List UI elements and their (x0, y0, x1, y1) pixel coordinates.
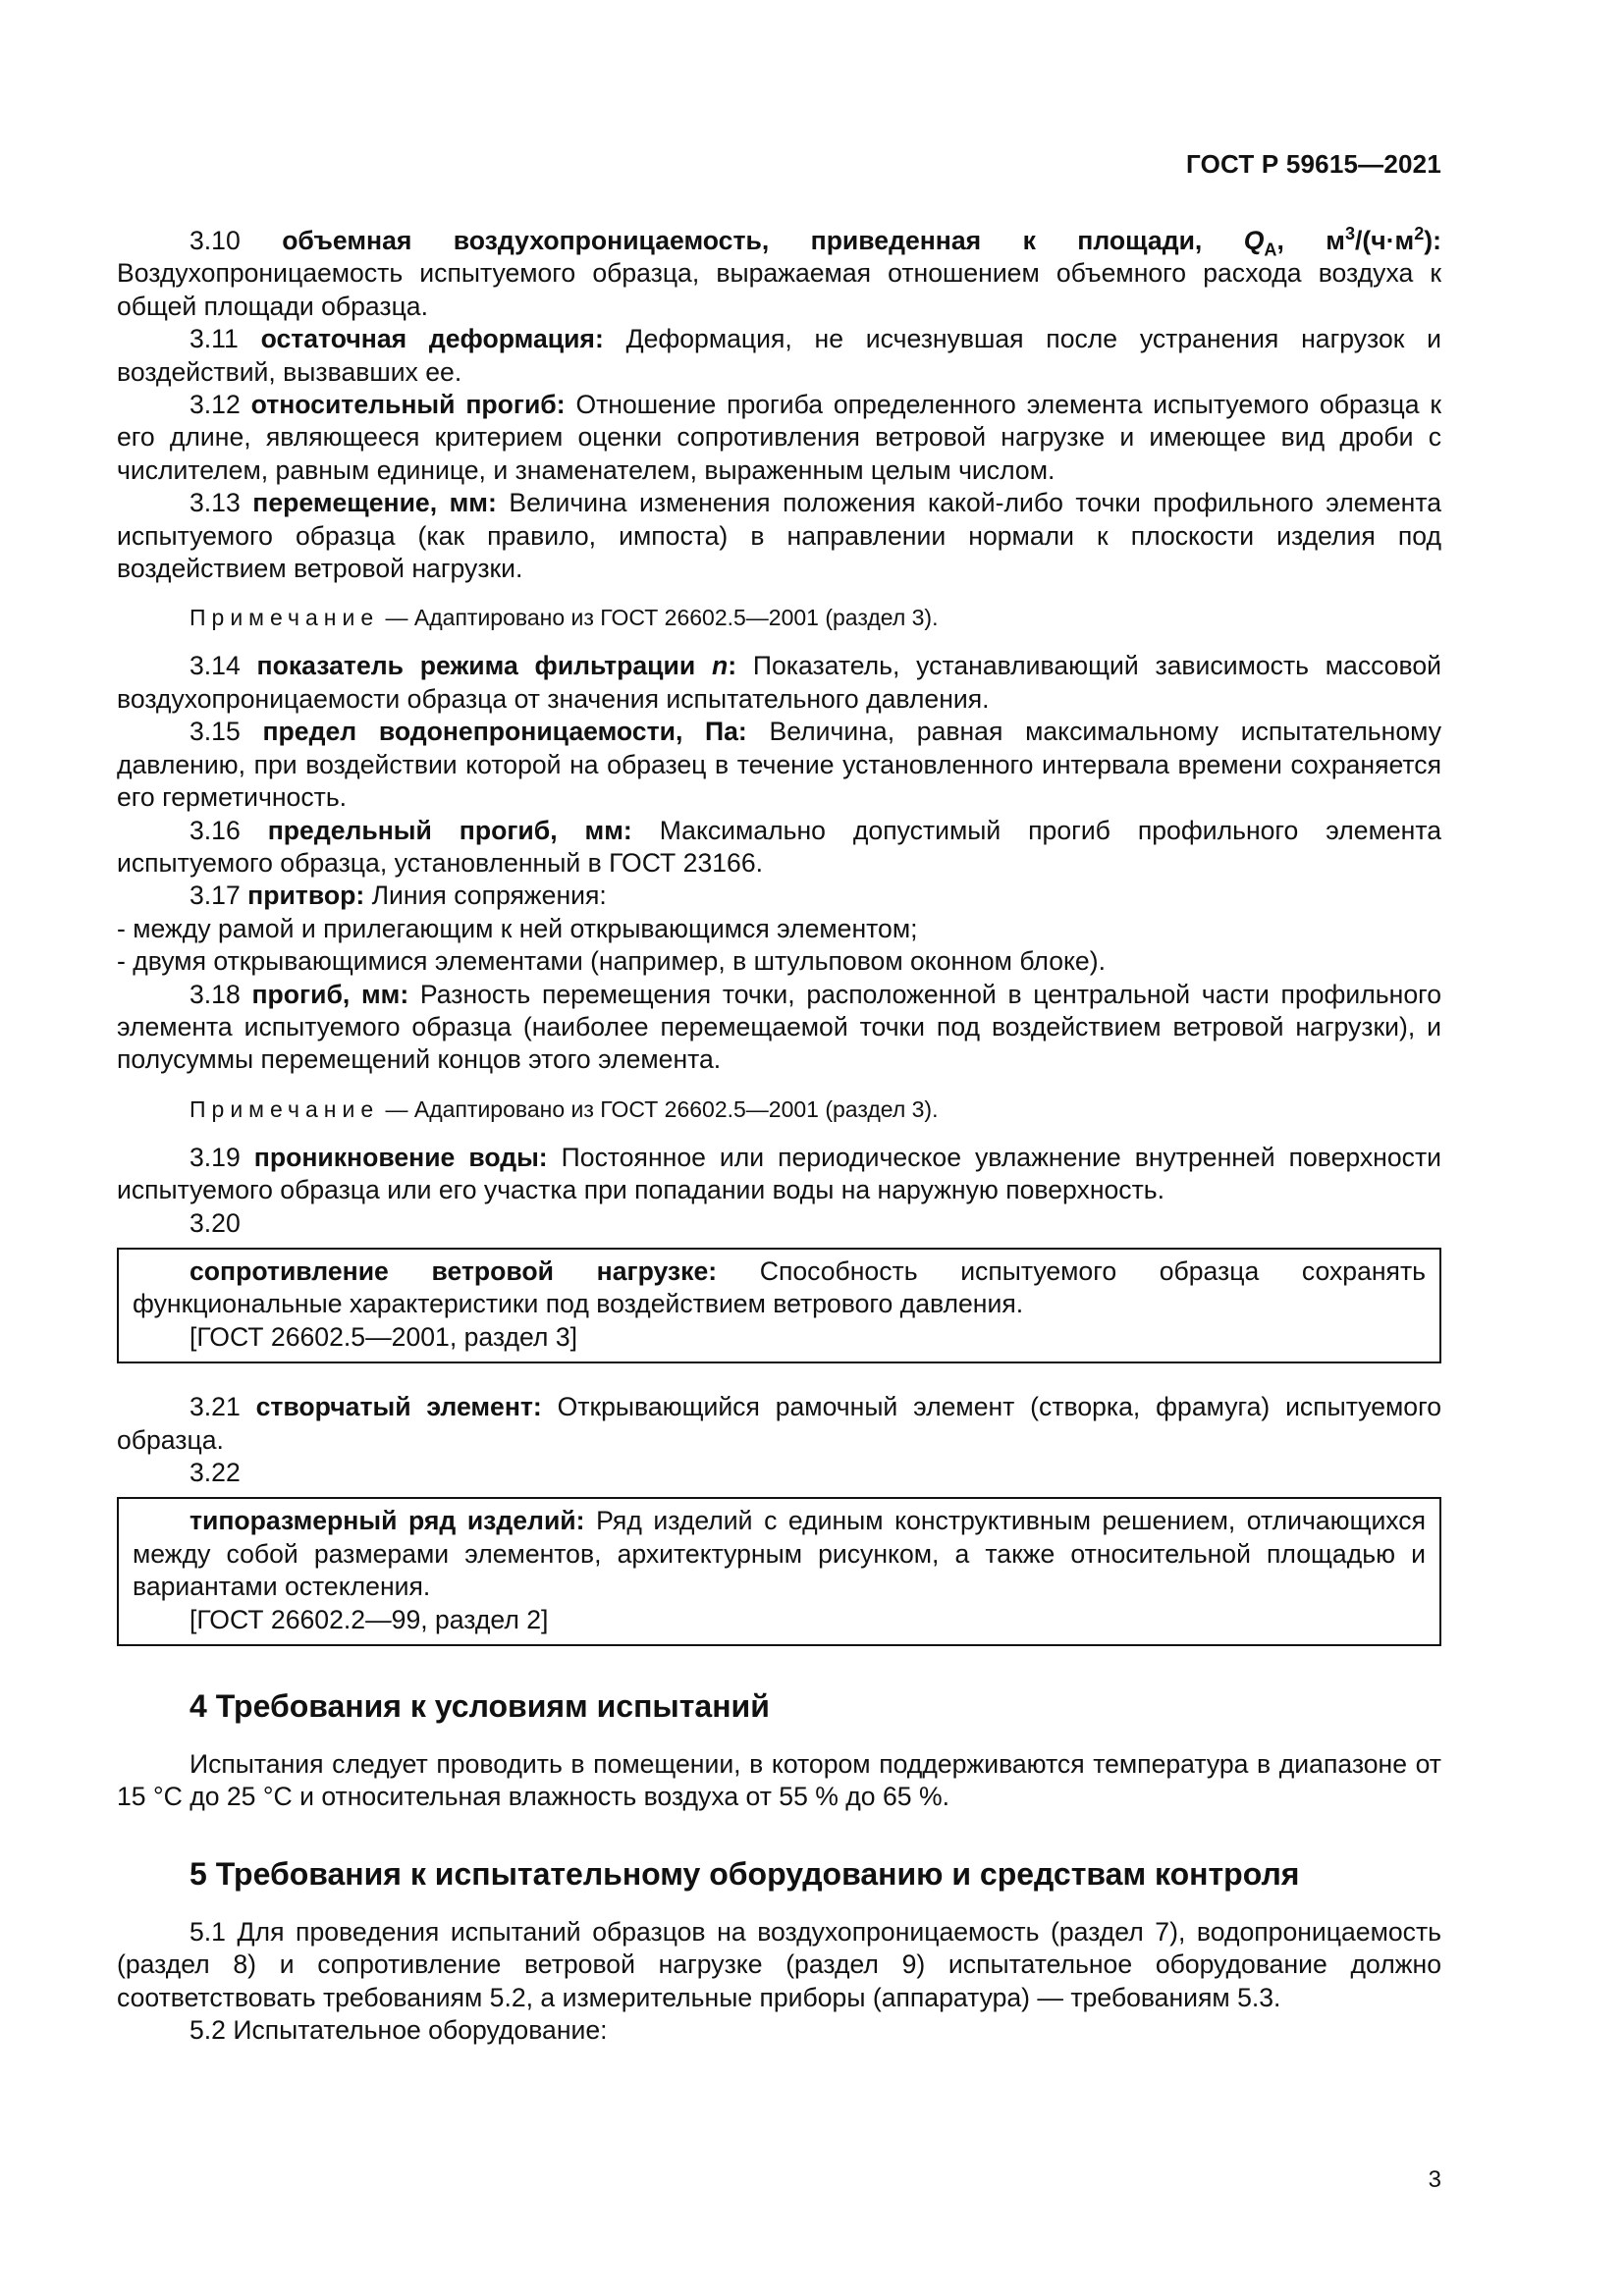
page-number: 3 (1428, 2166, 1441, 2193)
clause-3-12 (117, 389, 1441, 487)
clause-3-19 (117, 1142, 1441, 1207)
clause-3-22-number: 3.22 (189, 1458, 241, 1487)
clause-number: 3.17 (189, 881, 241, 911)
clause-3-15 (117, 716, 1441, 814)
clause-number: 3.11 (189, 324, 239, 354)
clause-term: остаточная деформация: (260, 324, 604, 354)
clause-number: 3.10 (189, 226, 241, 255)
clause-text: Способность испытуемого образца сохранять функциональные характеристики под воздействием ветрового давления. (133, 1255, 1426, 1319)
clause-text: Показатель, устанавливающий зависимость массовой воздухопроницаемости образца от значения испытательного давления. (117, 651, 1441, 714)
clause-3-20-number: 3.20 (189, 1207, 241, 1238)
note-2: Примечание — Адаптировано из ГОСТ 26602.5—2001 (раздел 3). (189, 1095, 939, 1122)
section-4-heading: 4 Требования к условиям испытаний (189, 1688, 770, 1725)
clause-number: 3.21 (189, 1392, 241, 1422)
clause-text: Отношение прогиба определенного элемента испытуемого образца к его длине, являющееся критерием оценки сопротивления ветровой нагрузке и имеющее вид дроби с числителем, равным единице, и знаменателем, выраженным целым числом. (117, 390, 1442, 485)
clause-term: прогиб, мм: (251, 979, 409, 1009)
clause-number: 3.14 (189, 651, 241, 681)
clause-3-18 (117, 979, 1441, 1077)
clause-text: Величина, равная максимальному испытательному давлению, при воздействии которой на образец в течение установленного интервала времени сохраняется его герметичность. (117, 717, 1442, 813)
clause-5-1: 5.1 Для проведения испытаний образцов на воздухопроницаемость (раздел 7), водопроницаемость (раздел 8) и сопротивление ветровой нагрузке (раздел 9) испытательное оборудование должно соответствовать требованиям 5.2, а измерительные приборы (аппаратура) — требованиям 5.3. (117, 1916, 1441, 2012)
clause-text: Разность перемещения точки, расположенной в центральной части профильного элемента испытуемого образца (наиболее перемещаемой точки под воздействием ветровой нагрузки), и полусуммы перемещений концов этого элемента. (117, 979, 1442, 1075)
clause-5-2: 5.2 Испытательное оборудование: (189, 2015, 608, 2046)
document-id-header: ГОСТ Р 59615—2021 (1186, 149, 1441, 179)
clause-number: 3.18 (189, 979, 241, 1009)
clause-number: 3.13 (189, 488, 241, 518)
clause-term: относительный прогиб: (250, 390, 566, 420)
clause-text: Максимально допустимый прогиб профильного элемента испытуемого образца, установленный в ГОСТ 23166. (117, 815, 1442, 878)
list-item: - между рамой и прилегающим к ней открывающимся элементом; (117, 913, 918, 943)
clause-text: Воздухопроницаемость испытуемого образца, выражаемая отношением объемного расхода воздуха к общей площади образца. (117, 258, 1441, 321)
clause-text: Величина изменения положения какой-либо точки профильного элемента испытуемого образца (как правило, импоста) в направлении нормали к плоскости изделия под воздействием ветровой нагрузки. (117, 488, 1442, 584)
clause-term: сопротивление ветровой нагрузке: (189, 1255, 718, 1286)
note-1: Примечание — Адаптировано из ГОСТ 26602.5—2001 (раздел 3). (189, 605, 939, 631)
clause-3-13 (117, 487, 1441, 585)
clause-term: проникновение воды: (253, 1142, 548, 1172)
definition-box-3-20 (117, 1248, 1441, 1363)
clause-text: Открывающийся рамочный элемент (створка, фрамуга) испытуемого образца. (117, 1392, 1441, 1455)
clause-3-10 (117, 225, 1441, 323)
definition-box-3-22 (117, 1497, 1441, 1646)
section-5-heading: 5 Требования к испытательному оборудованию и средствам контроля (189, 1855, 1300, 1892)
definition-reference: [ГОСТ 26602.5—2001, раздел 3] (189, 1321, 577, 1352)
list-item: - двумя открывающимися элементами (например, в штульповом оконном блоке). (117, 946, 1106, 977)
clause-3-17 (117, 880, 1441, 912)
clause-term: створчатый элемент: (255, 1392, 542, 1422)
clause-term: притвор: (247, 881, 365, 911)
clause-term: объемная воздухопроницаемость, приведенная к площади, $Q_A$, $м^3/(ч\cdot м^2)$: (282, 224, 1442, 260)
definition-reference: [ГОСТ 26602.2—99, раздел 2] (189, 1604, 549, 1634)
clause-term: типоразмерный ряд изделий: (189, 1506, 585, 1536)
clause-text: Линия сопряжения: (371, 881, 607, 911)
section-4-text: Испытания следует проводить в помещении, в котором поддерживаются температура в диапазоне от 15 °С до 25 °С и относительная влажность воздуха от 55 % до 65 %. (117, 1749, 1441, 1812)
clause-term: перемещение, мм: (252, 488, 497, 518)
definition-text (133, 1255, 1426, 1321)
clause-number: 3.19 (189, 1142, 241, 1172)
clause-3-11 (117, 323, 1441, 389)
page-content (117, 225, 1441, 2047)
clause-number: 3.12 (189, 390, 241, 420)
clause-text: Деформация, не исчезнувшая после устранения нагрузок и воздействий, вызвавших ее. (117, 324, 1441, 387)
clause-text: Ряд изделий с единым конструктивным решением, отличающихся между собой размерами элементов, архитектурным рисунком, а также относительной площадью и вариантами остекления. (133, 1506, 1426, 1602)
clause-text: Постоянное или периодическое увлажнение внутренней поверхности испытуемого образца или его участка при попадании воды на наружную поверхность. (117, 1142, 1441, 1205)
clause-3-21 (117, 1391, 1441, 1457)
clause-term: предельный прогиб, мм: (267, 815, 632, 845)
definition-text (133, 1505, 1426, 1603)
clause-3-14 (117, 650, 1441, 716)
clause-number: 3.16 (189, 815, 241, 845)
clause-term: предел водонепроницаемости, Па: (262, 717, 747, 747)
clause-number: 3.15 (189, 717, 241, 747)
clause-term: показатель режима фильтрации n: (256, 651, 737, 681)
clause-3-16 (117, 815, 1441, 881)
